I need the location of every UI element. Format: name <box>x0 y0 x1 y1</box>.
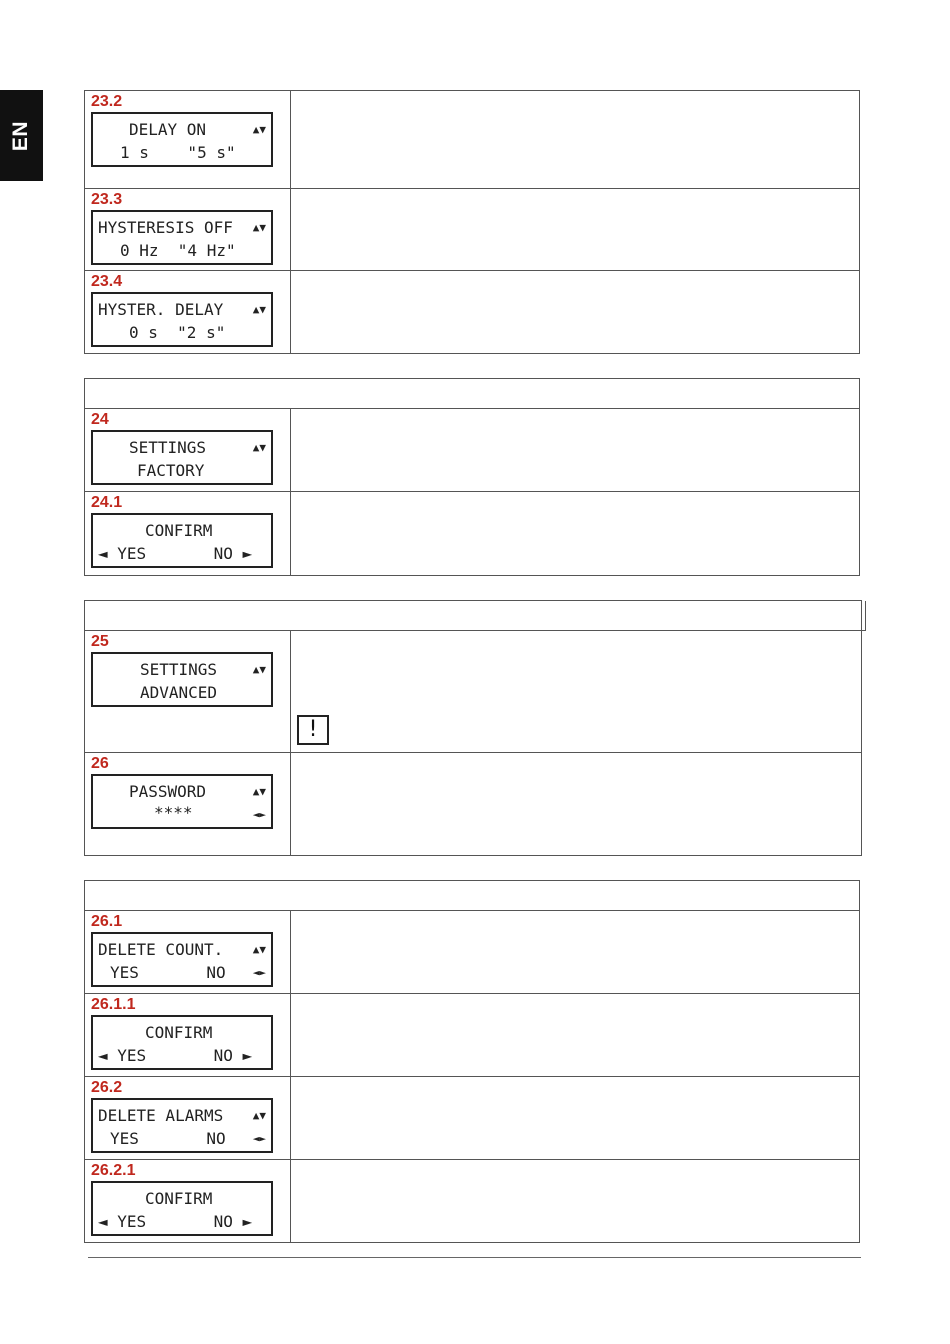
lcd-line-2: ADVANCED <box>140 683 218 702</box>
lcd-line-1: DELAY ON <box>129 120 207 139</box>
lcd-display <box>91 1098 273 1153</box>
table-row <box>85 1077 859 1160</box>
lcd-line-1: PASSWORD <box>129 782 207 801</box>
left-right-arrows-icon: ◄► <box>252 966 266 979</box>
lcd-line-2: YES NO <box>110 963 226 982</box>
table-row <box>85 409 859 492</box>
lcd-line-1: SETTINGS <box>129 438 207 457</box>
description-cell <box>291 189 859 270</box>
step-number: 26.2 <box>91 1079 123 1096</box>
lcd-line-1: HYSTERESIS OFF <box>98 218 233 237</box>
lcd-display <box>91 112 273 167</box>
table-row <box>85 911 859 994</box>
lcd-display <box>91 513 273 568</box>
left-right-arrows-icon: ◄► <box>252 808 266 821</box>
lcd-display <box>91 1181 273 1236</box>
lcd-line-2: YES NO <box>110 1129 226 1148</box>
lcd-line-2: 0 s "2 s" <box>129 323 226 342</box>
lcd-display <box>91 210 273 265</box>
parameter-table-24 <box>84 378 860 576</box>
table-row <box>85 1160 859 1243</box>
step-number: 23.2 <box>91 93 123 110</box>
description-cell <box>291 409 859 491</box>
lcd-line-2: FACTORY <box>137 461 205 480</box>
table-row <box>85 753 861 855</box>
section-header <box>85 881 859 911</box>
up-down-arrows-icon: ▲▼ <box>252 303 266 316</box>
lcd-line-2: 1 s "5 s" <box>120 143 236 162</box>
section-header <box>85 379 859 409</box>
lcd-display <box>91 1015 273 1070</box>
step-number: 23.3 <box>91 191 123 208</box>
lcd-display <box>91 292 273 347</box>
table-row <box>85 271 859 353</box>
description-cell <box>291 994 859 1076</box>
lcd-line-1: CONFIRM <box>145 1189 213 1208</box>
step-number: 26 <box>91 755 109 772</box>
footer-rule <box>88 1257 861 1258</box>
up-down-arrows-icon: ▲▼ <box>252 221 266 234</box>
description-cell <box>291 631 861 752</box>
lcd-line-2: ◄ YES NO ► <box>98 544 253 563</box>
warning-icon: ! <box>297 715 329 745</box>
lcd-line-2: **** <box>154 803 193 822</box>
description-cell <box>291 492 859 575</box>
table-row <box>85 492 859 575</box>
description-cell <box>291 753 861 855</box>
table-row <box>85 631 861 753</box>
language-tab <box>0 90 43 181</box>
step-number: 24 <box>91 411 109 428</box>
parameter-table-25 <box>84 600 862 856</box>
up-down-arrows-icon: ▲▼ <box>252 123 266 136</box>
lcd-line-1: CONFIRM <box>145 1023 213 1042</box>
table-row <box>85 91 859 189</box>
up-down-arrows-icon: ▲▼ <box>252 663 266 676</box>
parameter-table-26 <box>84 880 860 1243</box>
lcd-line-2: ◄ YES NO ► <box>98 1212 253 1231</box>
description-cell <box>291 271 859 353</box>
up-down-arrows-icon: ▲▼ <box>252 1109 266 1122</box>
section-header <box>85 601 866 631</box>
lcd-line-2: 0 Hz "4 Hz" <box>120 241 236 260</box>
lcd-line-1: CONFIRM <box>145 521 213 540</box>
step-number: 24.1 <box>91 494 123 511</box>
parameter-table-23 <box>84 90 860 354</box>
description-cell <box>291 1160 859 1243</box>
step-number: 26.2.1 <box>91 1162 136 1179</box>
up-down-arrows-icon: ▲▼ <box>252 943 266 956</box>
lcd-display <box>91 932 273 987</box>
lcd-display <box>91 430 273 485</box>
lcd-line-1: SETTINGS <box>140 660 218 679</box>
language-tab-label: EN <box>9 120 33 151</box>
lcd-display <box>91 774 273 829</box>
lcd-display <box>91 652 273 707</box>
table-row <box>85 189 859 271</box>
description-cell <box>291 1077 859 1159</box>
step-number: 25 <box>91 633 109 650</box>
lcd-line-1: HYSTER. DELAY <box>98 300 224 319</box>
description-cell <box>291 911 859 993</box>
lcd-line-1: DELETE ALARMS <box>98 1106 224 1125</box>
lcd-line-1: DELETE COUNT. <box>98 940 224 959</box>
up-down-arrows-icon: ▲▼ <box>252 441 266 454</box>
step-number: 26.1.1 <box>91 996 136 1013</box>
description-cell <box>291 91 859 188</box>
lcd-line-2: ◄ YES NO ► <box>98 1046 253 1065</box>
left-right-arrows-icon: ◄► <box>252 1132 266 1145</box>
step-number: 23.4 <box>91 273 123 290</box>
up-down-arrows-icon: ▲▼ <box>252 785 266 798</box>
table-row <box>85 994 859 1077</box>
step-number: 26.1 <box>91 913 123 930</box>
